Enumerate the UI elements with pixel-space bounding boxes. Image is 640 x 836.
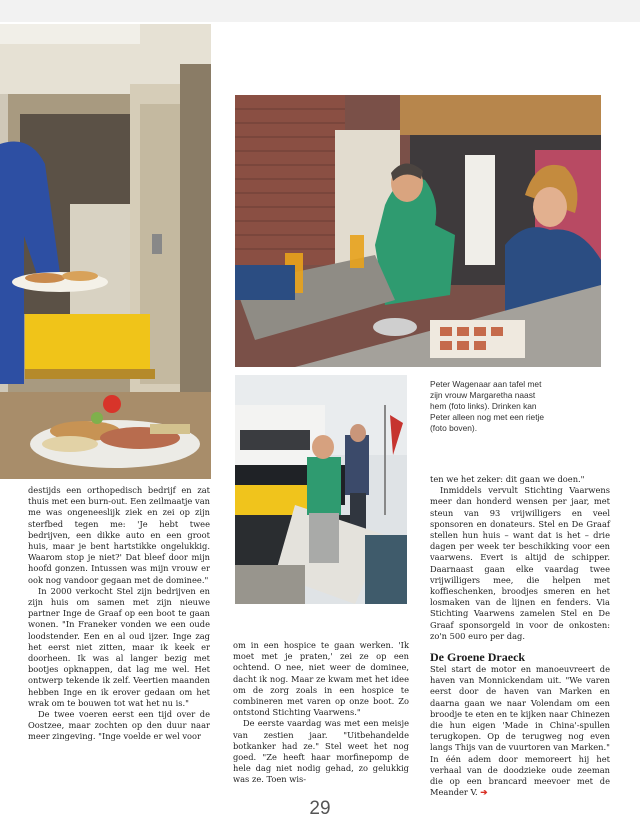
paragraph: om in een hospice te gaan werken. 'Ik moet met je praten,' zei ze op een ochtend. O nee, niet weer de dominee, dacht ik nog. Maar ze kwam met het idee om de zorg zoals in een hospice te combineren met varen op onze boot. Zo ontstond Stichting Vaarwens.": [233, 640, 409, 718]
paragraph: De twee voeren eerst een tijd over de Oostzee, maar zochten op den duur naar meer zingeving. "Inge voelde er wel voor: [28, 709, 210, 742]
paragraph: De eerste vaardag was met een meisje van zestien jaar. "Uitbehandelde botkanker had ze." Stel weet het nog goed. "Ze heeft haar morfinepomp de hele dag niet nodig gehad, zo gelukkig was ze. Toen wis-: [233, 718, 409, 785]
article-column-3: [430, 474, 610, 798]
paragraph: ten we het zeker: dit gaan we doen.": [430, 474, 585, 484]
continue-arrow-icon: ➔: [480, 787, 488, 798]
article-column-2: [233, 640, 409, 786]
paragraph: Inmiddels vervult Stichting Vaarwens meer dan honderd wensen per jaar, met steun van 93 vrijwilligers en veel sponsoren en donateurs. Stel en De Graaf stellen hun huis – want dat is het – drie dagen per week ter beschikking voor een vaarwens. Evert is altijd de schipper. Daarnaast gaan elke vaardag twee vrijwilligers mee, die helpen met koffieschenken, broodjes smeren en het losmaken van de lijnen en fenders. Via Stichting Vaarwens zamelen Stel en De Graaf sponsorgeld in voor de onkosten: zo'n 500 euro per dag.: [430, 485, 610, 641]
photo-cabin-door-sandwiches: [0, 24, 211, 479]
paragraph: In 2000 verkocht Stel zijn bedrijven en zijn huis om samen met zijn nieuwe partner Inge de Graaf op een boot te gaan wonen. "In Franeker vonden we een oude loodstender. Een en al oud ijzer. Inge zag het eerst niet zitten, maar ik keek er doorheen. Ik was al langer bezig met bootjes opknappen, dat lag me wel. Het ontwerp tekende ik zelf. Veertien maanden hebben Inge en ik erover gedaan om het wrak om te bouwen tot wat het nu is.": [28, 585, 210, 708]
photo-caption: Peter Wagenaar aan tafel met zijn vrouw Margaretha naast hem (foto links). Drinken kan Peter alleen nog met een rietje (foto boven).: [430, 379, 545, 433]
page-number: 29: [309, 798, 331, 819]
paragraph-text: Stel start de motor en manoeuvreert de haven van Monnickendam uit. "We varen eerst door de haven van Marken en daarna gaan we naar Volendam om een broodje te eten en te kijken naar Chinezen die hun eigen 'Made in China'-spullen terugkopen. Op de terugweg nog even langs Thijs van de vuurtoren van Marken." In één adem door memoreert hij het verhaal van de doodzieke oude zeeman die op een brancard meevoer met de Meander V.: [430, 664, 610, 798]
photo-terrace-couple: [235, 95, 601, 367]
article-column-1: [28, 485, 210, 743]
photo-gangway-boat: [235, 375, 407, 604]
section-heading: De Groene Draeck: [430, 650, 526, 665]
paragraph: [430, 664, 610, 798]
paragraph: destijds een orthopedisch bedrijf en zat thuis met een burn-out. Een zeilmaatje van me was ongeneeslijk ziek en zei op zijn sterfbed tegen me: 'Je hebt twee bedrijven, een dikke auto en een groot huis, maar je bent hartstikke ongelukkig. Waarom stop je niet?' Dat bleef door mijn hoofd gonzen. Intussen was mijn vrouw er ook nog vandoor gegaan met de dominee.": [28, 485, 210, 585]
page-top-edge: [0, 0, 640, 22]
